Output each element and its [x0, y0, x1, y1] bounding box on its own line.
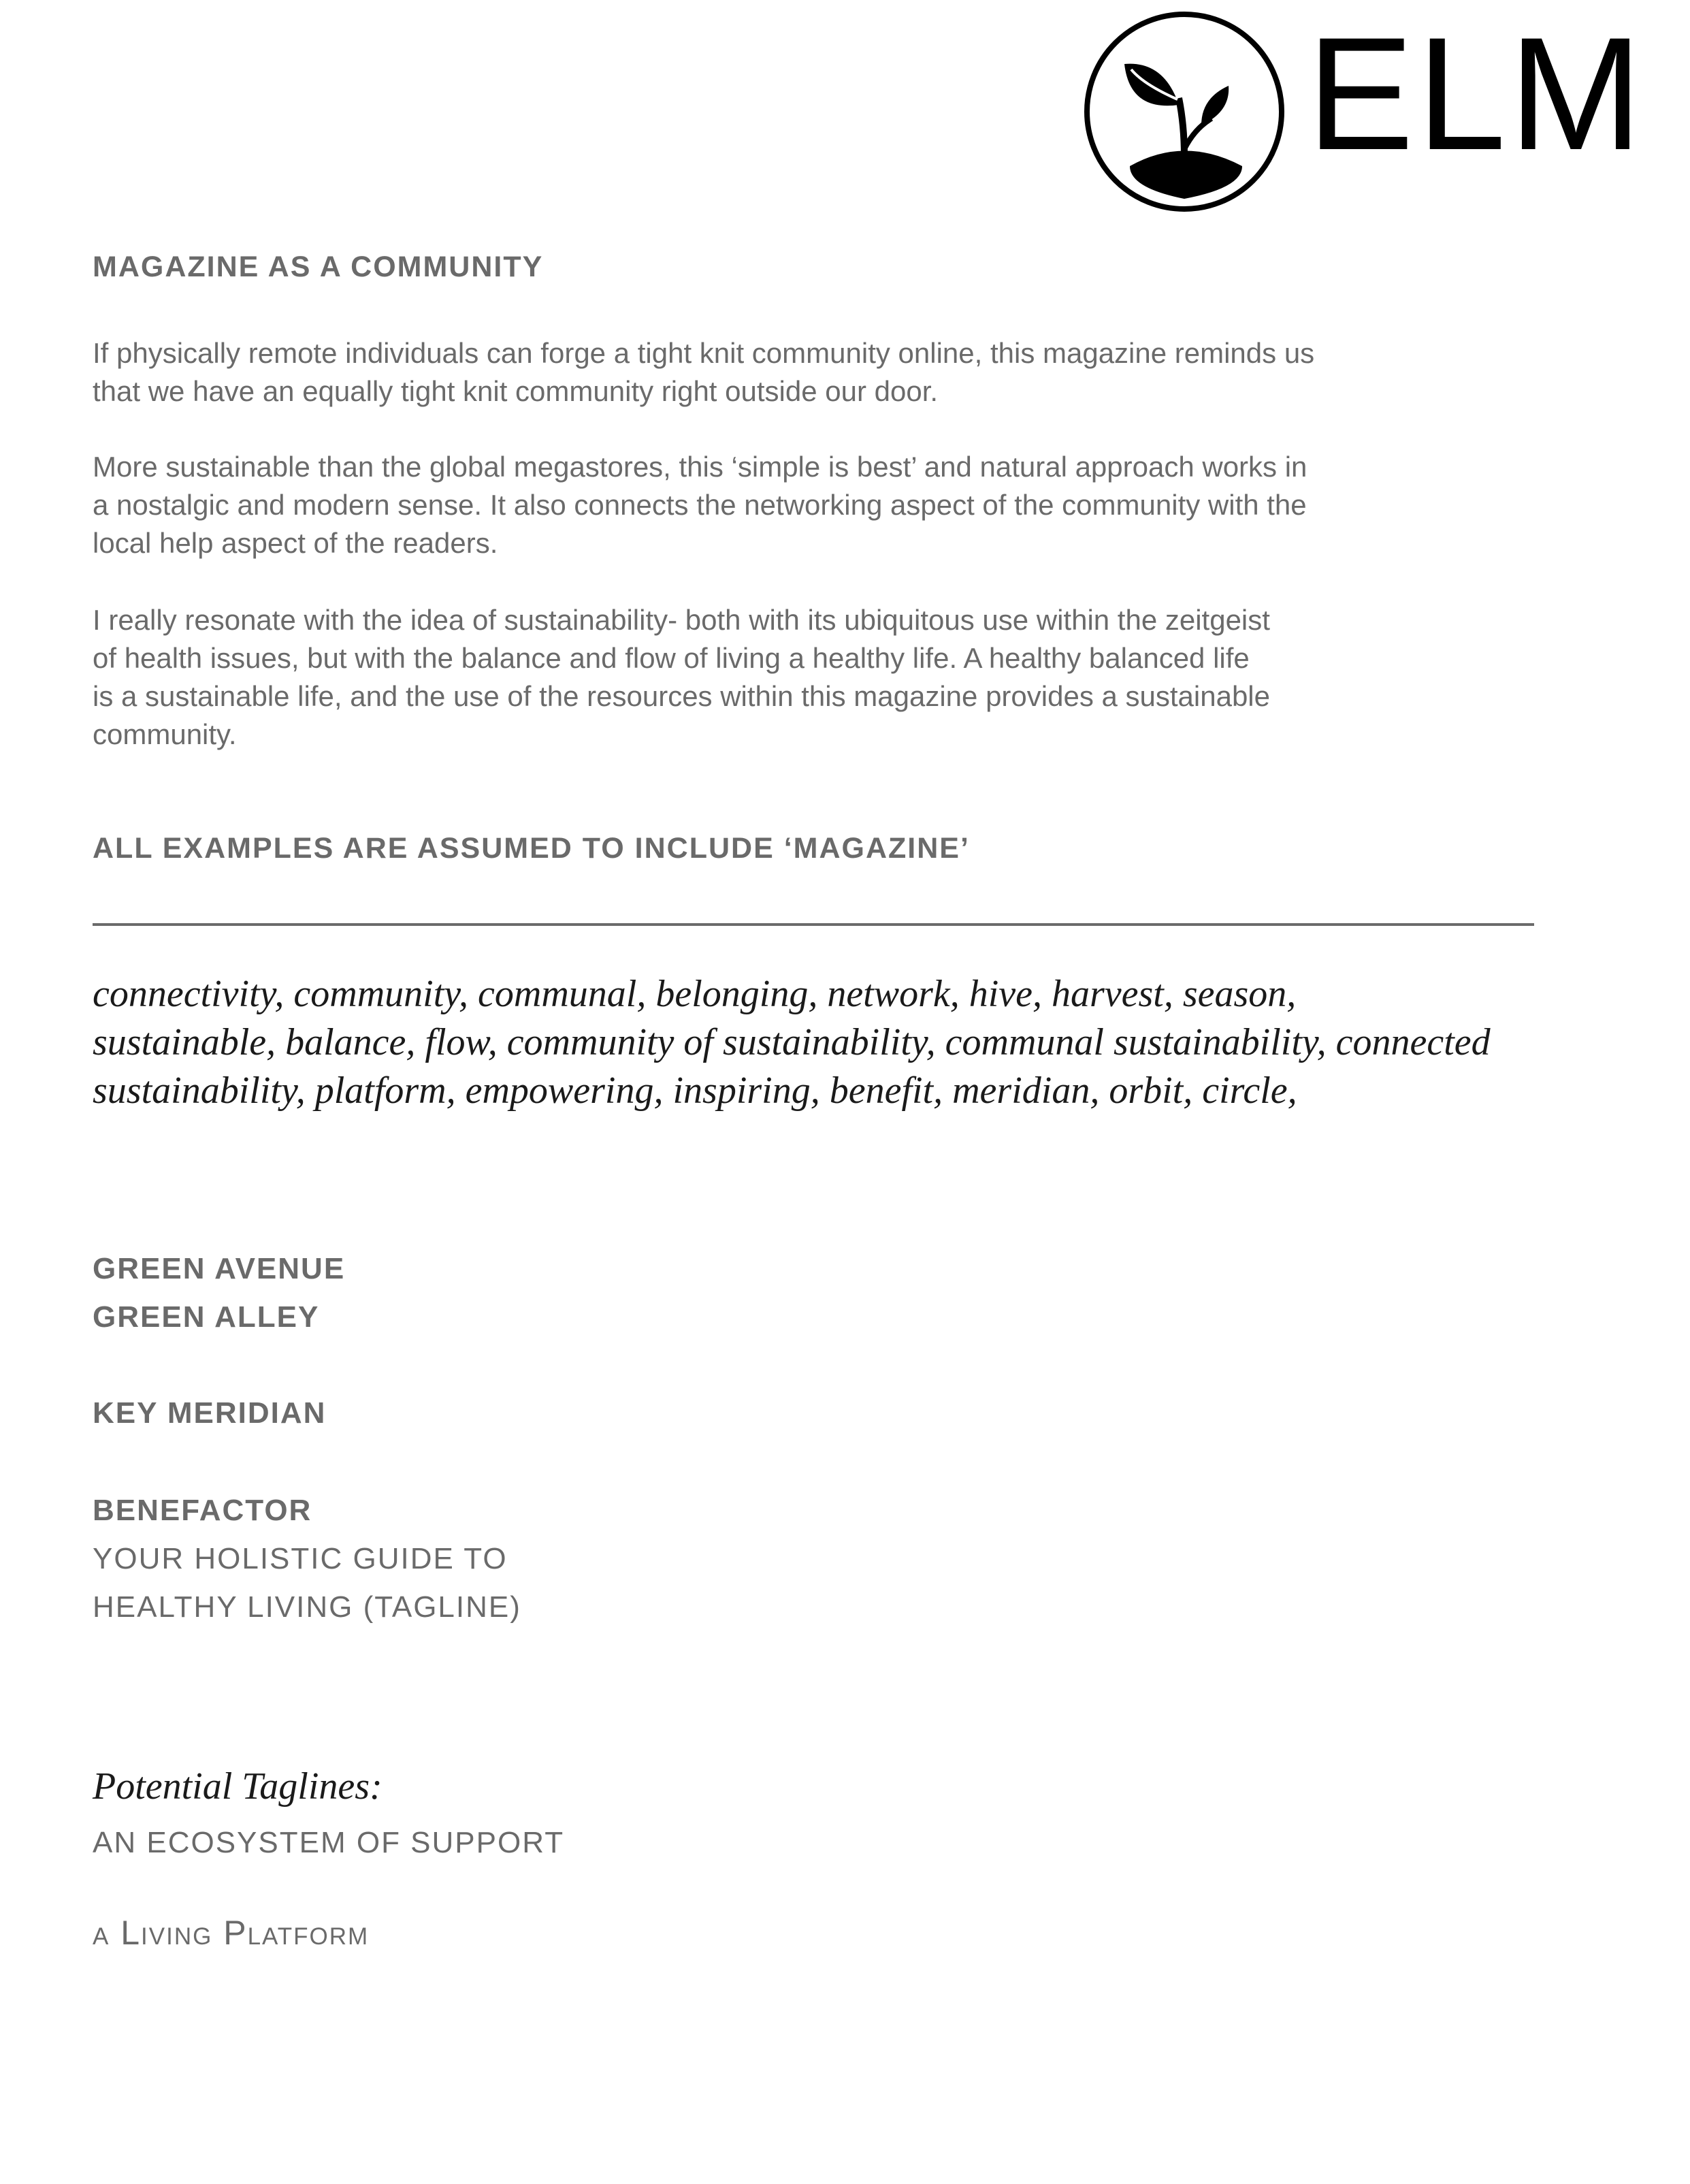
- taglines-title: Potential Taglines:: [93, 1765, 383, 1808]
- name-benefactor: BENEFACTOR: [93, 1494, 312, 1527]
- paragraph-3: I really resonate with the idea of sustainability- both with its ubiquitous use within the zeitgeist of health issues, but with the balance and flow of living a healthy life. A healthy balanced life is a sustainable life, and the use of the resources within this magazine provides a sustainable community.: [93, 604, 1270, 750]
- benefactor-tagline-line-1: YOUR HOLISTIC GUIDE TO: [93, 1542, 508, 1575]
- paragraph-1: If physically remote individuals can forge a tight knit community online, this magazine reminds us that we have an equally tight knit community right outside our door.: [93, 337, 1315, 407]
- name-green-alley: GREEN ALLEY: [93, 1300, 320, 1334]
- divider: [93, 923, 1534, 926]
- elm-logo: [1082, 4, 1646, 214]
- tagline-living-platform: a Living Platform: [93, 1914, 370, 1952]
- section-heading-examples: ALL EXAMPLES ARE ASSUMED TO INCLUDE ‘MAGAZINE’: [93, 832, 970, 865]
- logo-wordmark: ELM: [1307, 4, 1646, 184]
- name-key-meridian: KEY MERIDIAN: [93, 1396, 327, 1430]
- tagline-ecosystem: AN ECOSYSTEM OF SUPPORT: [93, 1826, 565, 1859]
- paragraph-2: More sustainable than the global megastores, this ‘simple is best’ and natural approach works in a nostalgic and modern sense. It also connects the networking aspect of the community with the local help aspect of the readers.: [93, 451, 1307, 559]
- section-heading-community: MAGAZINE AS A COMMUNITY: [93, 251, 544, 283]
- name-green-avenue: GREEN AVENUE: [93, 1252, 346, 1285]
- keyword-list: connectivity, community, communal, belonging, network, hive, harvest, season, sustainable, balance, flow, community of sustainability, communal sustainability, connected sustainability, platform, empowering, inspiring, benefit, meridian, orbit, circle,: [93, 973, 1491, 1112]
- benefactor-tagline-line-2: HEALTHY LIVING (TAGLINE): [93, 1590, 521, 1624]
- sprout-icon: [1082, 10, 1286, 214]
